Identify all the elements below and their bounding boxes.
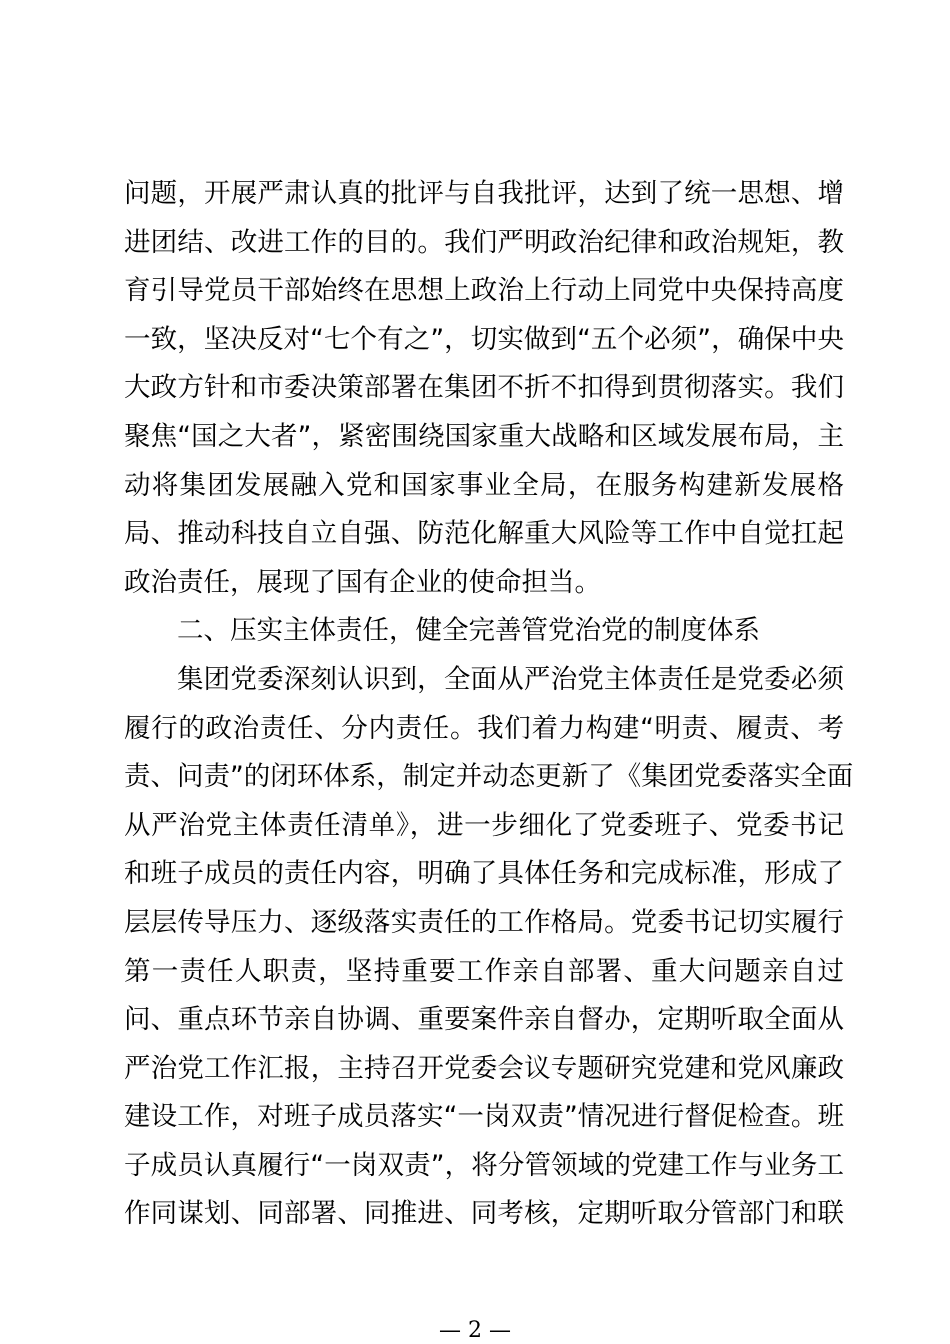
- paragraph-first-line: 集团党委深刻认识到，全面从严治党主体责任是党委必须: [177, 663, 844, 695]
- text-line: 履行的政治责任、分内责任。我们着力构建“明责、履责、考: [124, 712, 844, 744]
- text-line: 问题，开展严肃认真的批评与自我批评，达到了统一思想、增: [124, 178, 844, 209]
- text-line: 一致，坚决反对“七个有之”，切实做到“五个必须”，确保中央: [124, 323, 844, 355]
- text-line: 育引导党员干部始终在思想上政治上行动上同党中央保持高度: [124, 275, 844, 307]
- paragraph-last-line: 政治责任，展现了国有企业的使命担当。: [124, 566, 601, 598]
- page-number: — 2 —: [439, 1318, 511, 1343]
- text-line: 进团结、改进工作的目的。我们严明政治纪律和政治规矩，教: [124, 226, 844, 258]
- text-line: 大政方针和市委决策部署在集团不折不扣得到贯彻落实。我们: [124, 372, 844, 404]
- text-line: 和班子成员的责任内容，明确了具体任务和完成标准，形成了: [124, 858, 844, 890]
- text-line: 局、推动科技自立自强、防范化解重大风险等工作中自觉扛起: [124, 518, 844, 550]
- text-line: 子成员认真履行“一岗双责”，将分管领域的党建工作与业务工: [124, 1149, 844, 1181]
- text-line: 建设工作，对班子成员落实“一岗双责”情况进行督促检查。班: [124, 1101, 844, 1133]
- text-line: 聚焦“国之大者”，紧密围绕国家重大战略和区域发展布局，主: [124, 420, 844, 452]
- text-line: 责、问责”的闭环体系，制定并动态更新了《集团党委落实全面: [124, 761, 854, 793]
- body-text: [124, 170, 854, 1239]
- text-line: 从严治党主体责任清单》，进一步细化了党委班子、党委书记: [124, 809, 844, 841]
- text-line: 第一责任人职责，坚持重要工作亲自部署、重大问题亲自过: [124, 955, 844, 987]
- text-line: 动将集团发展融入党和国家事业全局，在服务构建新发展格: [124, 469, 844, 501]
- text-line: 严治党工作汇报，主持召开党委会议专题研究党建和党风廉政: [124, 1052, 844, 1084]
- text-line: 层层传导压力、逐级落实责任的工作格局。党委书记切实履行: [124, 906, 844, 938]
- section-heading: 二、压实主体责任，健全完善管党治党的制度体系: [177, 615, 760, 647]
- text-line: 问、重点环节亲自协调、重要案件亲自督办，定期听取全面从: [124, 1004, 844, 1036]
- text-line: 作同谋划、同部署、同推进、同考核，定期听取分管部门和联: [124, 1198, 844, 1230]
